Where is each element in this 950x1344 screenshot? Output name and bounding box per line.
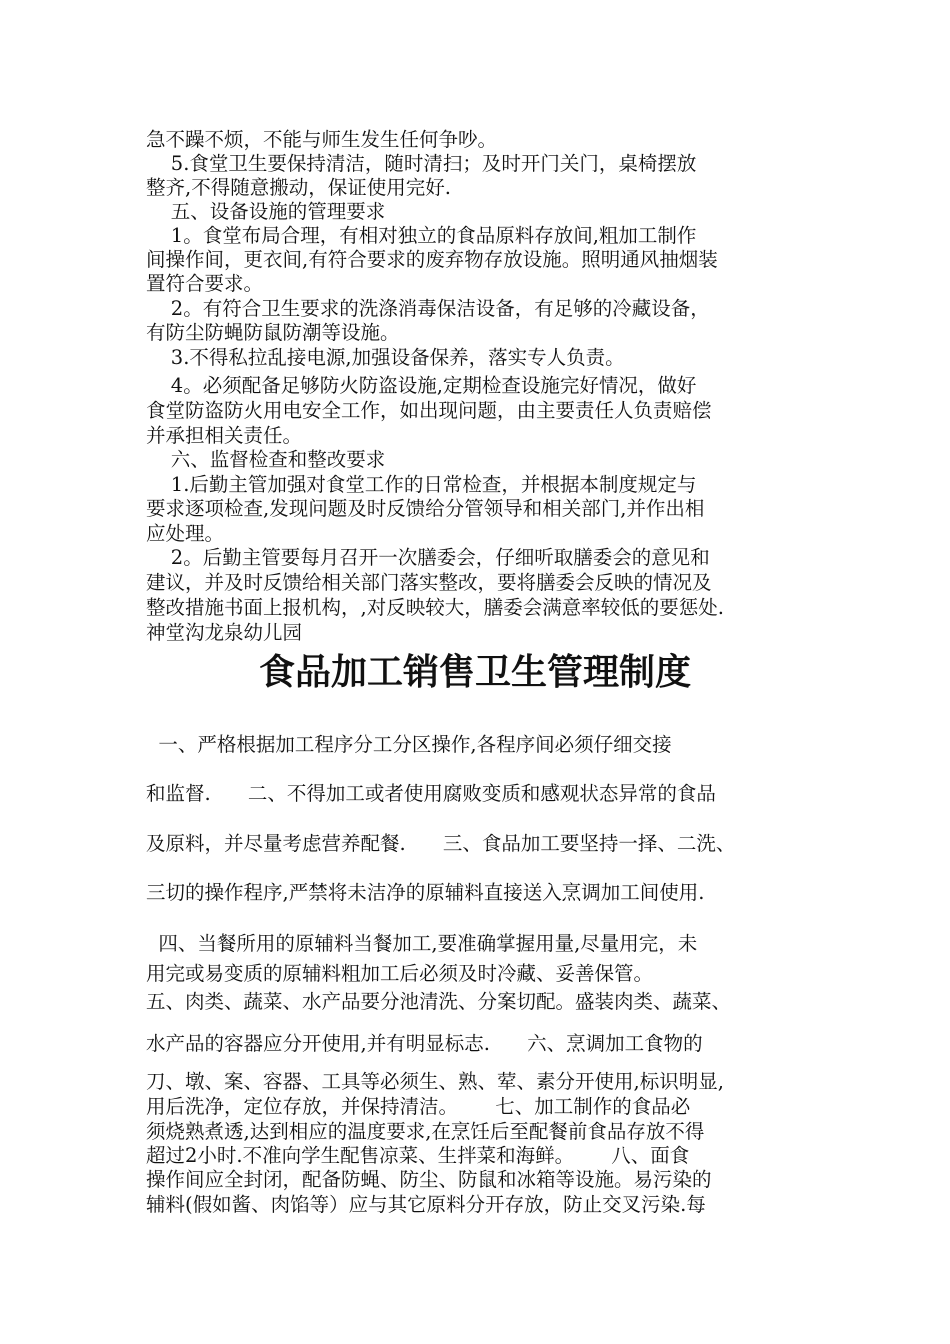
text-line: 水产品的容器应分开使用,并有明显标志. 六、烹调加工食物的 — [146, 1032, 703, 1055]
text-line: 应处理。 — [146, 522, 225, 545]
text-line: 三切的操作程序,严禁将未洁净的原辅料直接送入烹调加工间使用. — [146, 881, 705, 904]
text-line: 1.后勤主管加强对食堂工作的日常检查，并根据本制度规定与 — [146, 473, 697, 496]
section-heading: 六、监督检查和整改要求 — [146, 448, 386, 471]
section-heading: 五、设备设施的管理要求 — [146, 200, 386, 223]
text-line: 整改措施书面上报机构，,对反映较大，膳委会满意率较低的要惩处. — [146, 596, 724, 619]
text-line: 3.不得私拉乱接电源,加强设备保养，落实专人负责。 — [146, 346, 625, 369]
text-line: 急不躁不烦，不能与师生发生任何争吵。 — [146, 128, 498, 151]
text-line: 五、肉类、蔬菜、水产品要分池清洗、分案切配。盛装肉类、蔬菜、 — [146, 990, 732, 1013]
text-line: 操作间应全封闭，配备防蝇、防尘、防鼠和冰箱等设施。易污染的 — [146, 1168, 712, 1191]
text-line: 2。有符合卫生要求的洗涤消毒保洁设备，有足够的冷藏设备， — [146, 297, 710, 320]
text-line: 整齐,不得随意搬动，保证使用完好. — [146, 176, 451, 199]
text-line: 建议，并及时反馈给相关部门落实整改，要将膳委会反映的情况及 — [146, 571, 712, 594]
text-line: 1。食堂布局合理，有相对独立的食品原料存放间,粗加工制作 — [146, 224, 697, 247]
text-line: 置符合要求。 — [146, 272, 264, 295]
text-line: 用后洗净，定位存放，并保持清洁。 七、加工制作的食品必 — [146, 1095, 691, 1118]
text-line: 有防尘防蝇防鼠防潮等设施。 — [146, 321, 400, 344]
text-line: 5.食堂卫生要保持清洁，随时清扫；及时开门关门，桌椅摆放 — [146, 152, 697, 175]
text-line: 刀、墩、案、容器、工具等必须生、熟、荤、素分开使用,标识明显, — [146, 1070, 724, 1093]
text-line: 及原料，并尽量考虑营养配餐. 三、食品加工要坚持一择、二洗、 — [146, 832, 736, 855]
text-line: 和监督. 二、不得加工或者使用腐败变质和感观状态异常的食品 — [146, 782, 716, 805]
text-line: 要求逐项检查,发现问题及时反馈给分管领导和相关部门,并作出相 — [146, 497, 705, 520]
organization-name: 神堂沟龙泉幼儿园 — [146, 621, 303, 644]
text-line: 辅料(假如酱、肉馅等）应与其它原料分开存放，防止交叉污染.每 — [146, 1193, 706, 1216]
text-line: 间操作间，更衣间,有符合要求的废弃物存放设施。照明通风抽烟装 — [146, 248, 718, 271]
text-line: 超过2小时.不准向学生配售凉菜、生拌菜和海鲜。 八、面食 — [146, 1144, 690, 1167]
text-line: 用完或易变质的原辅料粗加工后必须及时冷藏、妥善保管。 — [146, 962, 654, 985]
text-line: 4。必须配备足够防火防盗设施,定期检查设施完好情况，做好 — [146, 374, 697, 397]
text-line: 食堂防盗防火用电安全工作，如出现问题，由主要责任人负责赔偿 — [146, 399, 712, 422]
text-line: 四、当餐所用的原辅料当餐加工,要准确掌握用量,尽量用完，未 — [146, 932, 698, 955]
text-line: 2。后勤主管要每月召开一次膳委会，仔细听取膳委会的意见和 — [146, 546, 710, 569]
text-line: 须烧熟煮透,达到相应的温度要求,在烹饪后至配餐前食品存放不得 — [146, 1120, 705, 1143]
text-line: 并承担相关责任。 — [146, 424, 303, 447]
text-line: 一、严格根据加工程序分工分区操作,各程序间必须仔细交接 — [146, 733, 672, 756]
document-title: 食品加工销售卫生管理制度 — [258, 652, 691, 693]
